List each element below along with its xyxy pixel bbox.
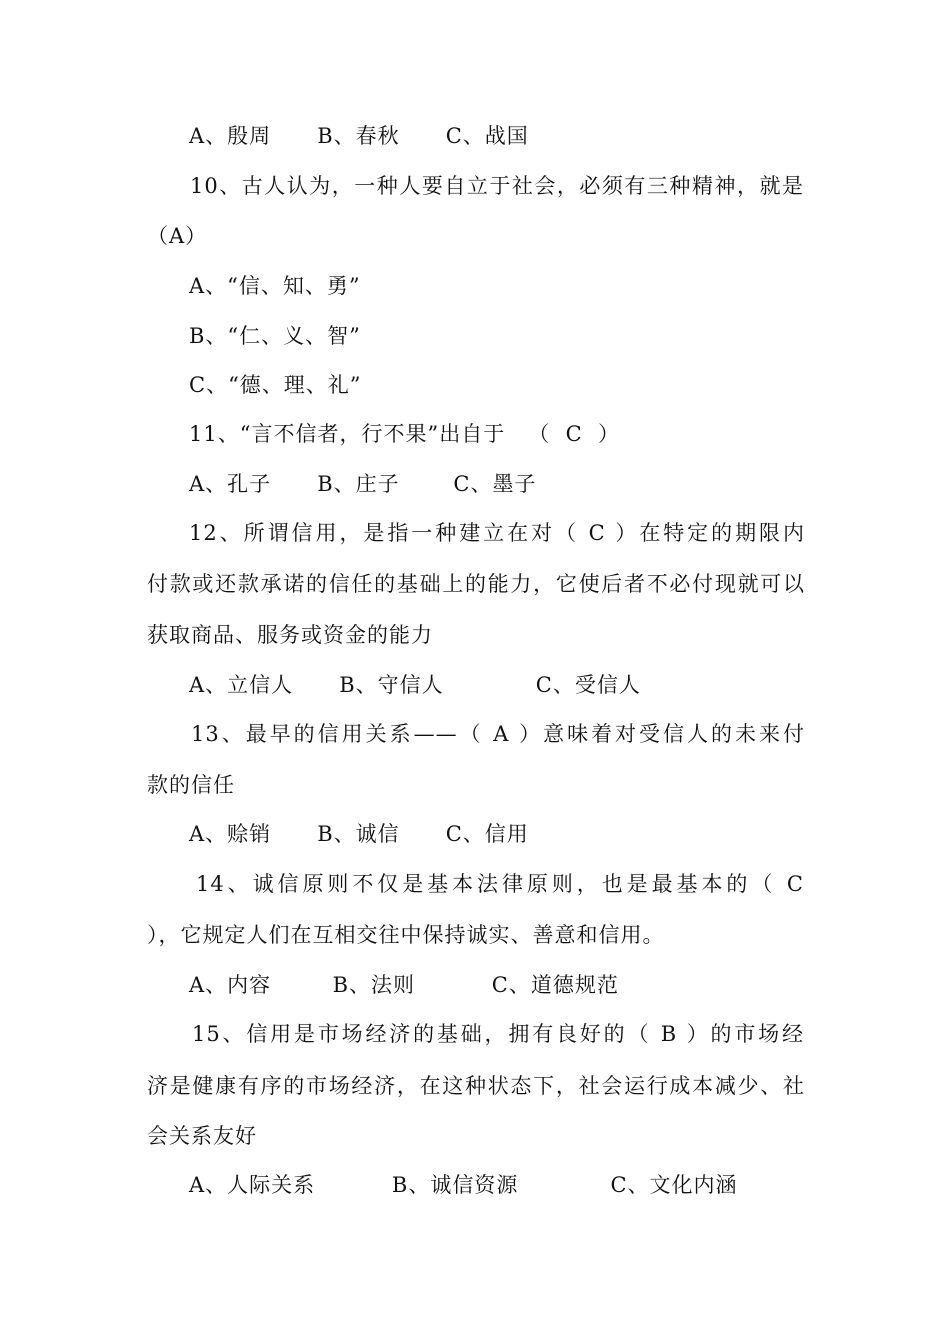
q12-question-end: 获取商品、服务或资金的能力 <box>147 623 433 647</box>
q10-answer: （A） <box>147 224 208 248</box>
q14-question-end: ），它规定人们在互相交往中保持诚实、善意和信用。 <box>147 923 665 947</box>
q13-question-end: 款的信任 <box>147 773 235 797</box>
q11-options: A、孔子 B、庄子 C、墨子 <box>189 472 537 496</box>
q10-option-a: A、“信、知、勇” <box>189 274 361 298</box>
q15-question-end: 会关系友好 <box>147 1124 257 1148</box>
q15-question: 15、信用是市场经济的基础，拥有良好的（ B ）的市场经 <box>192 1022 804 1046</box>
q12-options: A、立信人 B、守信人 C、受信人 <box>189 673 641 697</box>
q14-options: A、内容 B、法则 C、道德规范 <box>189 973 619 997</box>
q14-question: 14、诚信原则不仅是基本法律原则，也是最基本的（ C <box>196 872 804 896</box>
q13-options: A、赊销 B、诚信 C、信用 <box>189 822 529 846</box>
q15-question-cont: 济是健康有序的市场经济，在这种状态下，社会运行成本减少、社 <box>147 1074 805 1098</box>
q10-option-b: B、“仁、义、智” <box>189 324 361 348</box>
q12-question: 12、所谓信用，是指一种建立在对（ C ）在特定的期限内 <box>189 521 805 545</box>
q11-question: 11、“言不信者，行不果”出自于 （ C ） <box>189 422 620 446</box>
q15-options: A、人际关系 B、诚信资源 C、文化内涵 <box>189 1173 738 1197</box>
q12-question-cont: 付款或还款承诺的信任的基础上的能力，它使后者不必付现就可以 <box>147 572 805 596</box>
q13-question: 13、最早的信用关系——（ A ）意味着对受信人的未来付 <box>191 722 805 746</box>
q10-question: 10、古人认为，一种人要自立于社会，必须有三种精神，就是 <box>190 174 804 198</box>
q9-options: A、殷周 B、春秋 C、战国 <box>189 124 529 148</box>
q10-option-c: C、“德、理、礼” <box>189 373 362 397</box>
